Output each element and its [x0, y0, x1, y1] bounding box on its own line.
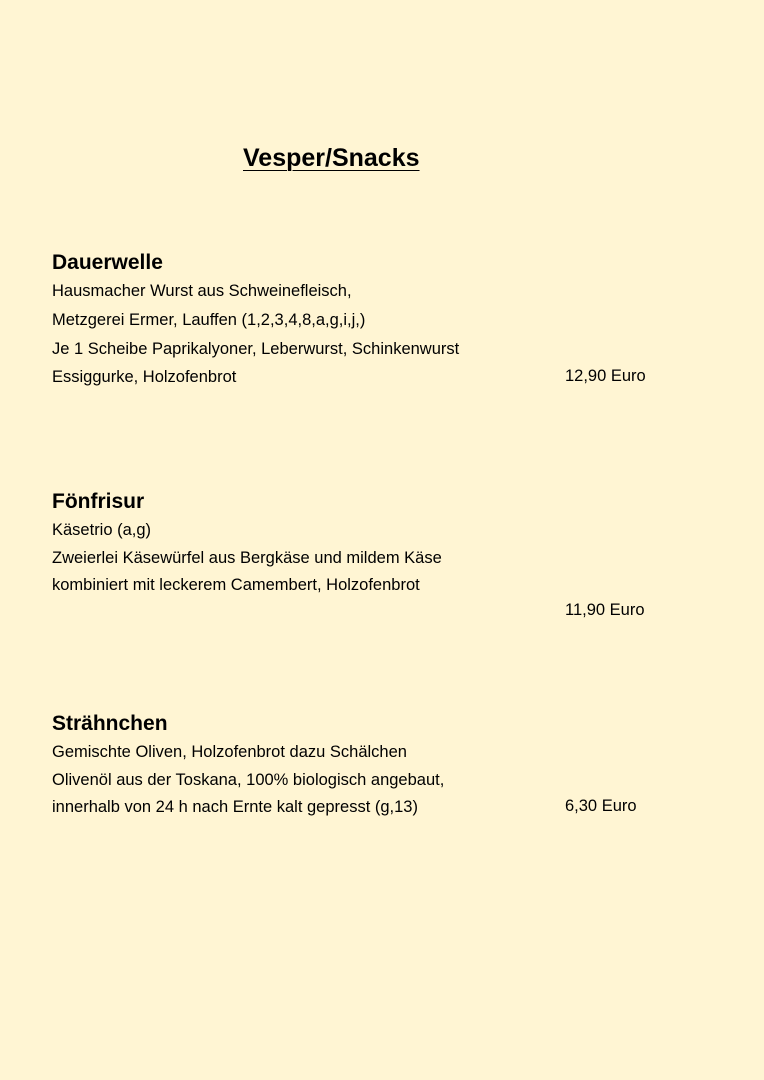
- item-name: Fönfrisur: [52, 490, 145, 513]
- menu-item-foenfrisur: [52, 488, 692, 599]
- item-description-line: Gemischte Oliven, Holzofenbrot dazu Schälchen: [52, 743, 407, 761]
- item-description-line: Essiggurke, Holzofenbrot: [52, 368, 237, 386]
- item-description-line: Olivenöl aus der Toskana, 100% biologisch angebaut,: [52, 771, 445, 789]
- item-description-line: Käsetrio (a,g): [52, 521, 152, 539]
- item-description-line: kombiniert mit leckerem Camembert, Holzofenbrot: [52, 576, 420, 594]
- item-description-line: Metzgerei Ermer, Lauffen (1,2,3,4,8,a,g,i,j,): [52, 311, 366, 329]
- item-description-line: Zweierlei Käsewürfel aus Bergkäse und mildem Käse: [52, 549, 442, 567]
- page-title: Vesper/Snacks: [243, 144, 420, 172]
- item-price: 12,90 Euro: [565, 367, 646, 385]
- item-description-line: Je 1 Scheibe Paprikalyoner, Leberwurst, Schinkenwurst: [52, 340, 460, 358]
- item-price: 6,30 Euro: [565, 797, 637, 815]
- item-description-line: Hausmacher Wurst aus Schweinefleisch,: [52, 282, 352, 300]
- item-name: Dauerwelle: [52, 251, 163, 274]
- item-price: 11,90 Euro: [565, 601, 645, 619]
- item-name: Strähnchen: [52, 712, 168, 735]
- item-description-line: innerhalb von 24 h nach Ernte kalt gepresst (g,13): [52, 798, 418, 816]
